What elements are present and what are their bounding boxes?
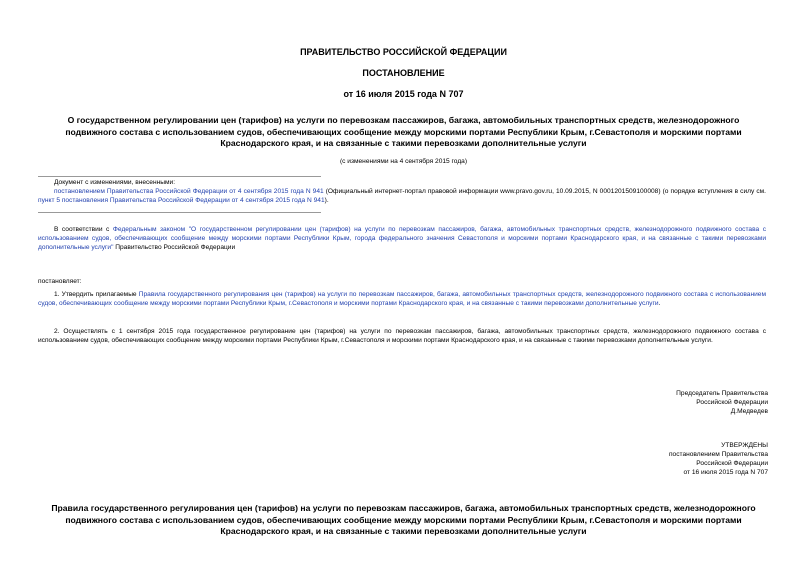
preamble-intro-text: В соответствии с bbox=[54, 226, 113, 233]
signature-org: Российской Федерации bbox=[696, 399, 768, 406]
amendment-close-text: ). bbox=[324, 197, 329, 204]
amendment-decree-link[interactable]: постановлением Правительства Российской Федерации от 4 сентября 2015 года N 941 bbox=[54, 188, 324, 195]
signature-name: Д.Медведев bbox=[730, 408, 768, 415]
rules-link[interactable]: Правила государственного регулирования цен (тарифов) на услуги по перевозкам пассажиров, багажа, автомобильных транспортных средств, железнодорожного подвижного состава с использованием судов, обеспечивающих сообщение между морскими портами Республики Крым, г.Севастополя и морскими портами Краснодарского края, и на связанные с такими перевозками дополнительные услуги bbox=[38, 291, 766, 307]
divider-top bbox=[38, 176, 321, 177]
government-heading: ПРАВИТЕЛЬСТВО РОССИЙСКОЙ ФЕДЕРАЦИИ bbox=[300, 47, 507, 57]
document-type-heading: ПОСТАНОВЛЕНИЕ bbox=[362, 68, 445, 78]
preamble-subject-text: Правительство Российской Федерации bbox=[113, 244, 236, 251]
divider-bottom bbox=[38, 212, 321, 213]
changes-note: (с изменениями на 4 сентября 2015 года) bbox=[339, 158, 468, 165]
decrees-label: постановляет: bbox=[38, 278, 82, 285]
approved-date: от 16 июля 2015 года N 707 bbox=[683, 469, 768, 476]
preamble-paragraph bbox=[38, 225, 766, 252]
federal-law-link[interactable]: Федеральным законом "О государственном регулировании цен (тарифов) на услуги по перевозкам пассажиров, багажа, автомобильных транспортных средств, железнодорожного подвижного состава с использованием судов, обеспечивающих сообщение между морскими портами Республики Крым, города федерального значения Севастополя и морскими портами Краснодарского края, и на связанные с такими перевозками дополнительные услуги" bbox=[38, 226, 767, 251]
approval-block bbox=[669, 441, 768, 477]
amendments-intro: Документ с изменениями, внесенными: bbox=[54, 179, 176, 186]
item-1-text: 1. Утвердить прилагаемые bbox=[54, 291, 139, 298]
signature-block bbox=[676, 389, 768, 416]
approved-by: постановлением Правительства bbox=[668, 451, 768, 458]
amendment-clause-link[interactable]: пункт 5 постановления Правительства Российской Федерации от 4 сентября 2015 года N 941 bbox=[38, 197, 325, 204]
item-2-paragraph: 2. Осуществлять с 1 сентября 2015 года государственное регулирование цен (тарифов) на услуги по перевозкам пассажиров, багажа, автомобильных транспортных средств, железнодорожного подвижного состава с использованием судов, обеспечивающих сообщение между морскими портами Республики Крым, г.Севастополя и морскими портами Краснодарского края, и на связанные с такими перевозками дополнительные услуги. bbox=[38, 328, 766, 344]
rules-title: Правила государственного регулирования цен (тарифов) на услуги по перевозкам пассажиров, багажа, автомобильных транспортных средств, железнодорожного подвижного состава с использованием судов, обеспечивающих сообщение между морскими портами Республики Крым, г.Севастополя и морскими портами Краснодарского края, и на связанные с такими перевозками дополнительные услуги bbox=[51, 503, 756, 536]
amendments-paragraph bbox=[38, 187, 766, 205]
document-date-heading: от 16 июля 2015 года N 707 bbox=[343, 89, 464, 99]
approved-label: УТВЕРЖДЕНЫ bbox=[721, 442, 768, 449]
signature-position: Председатель Правительства bbox=[676, 390, 768, 397]
item-1-end: . bbox=[658, 300, 661, 307]
amendment-source-text: (Официальный интернет-портал правовой информации www.pravo.gov.ru, 10.09.2015, N 0001201509100008) (о порядке вступления в силу см. bbox=[323, 188, 766, 195]
approved-org: Российской Федерации bbox=[696, 460, 768, 467]
document-title: О государственном регулировании цен (тарифов) на услуги по перевозкам пассажиров, багажа, автомобильных транспортных средств, железнодорожного подвижного состава с использованием судов, обеспечивающих сообщение между морскими портами Республики Крым, г.Севастополя и морскими портами Краснодарского края, и на связанные с такими перевозками дополнительные услуги bbox=[65, 115, 742, 148]
item-1-paragraph bbox=[38, 290, 766, 308]
